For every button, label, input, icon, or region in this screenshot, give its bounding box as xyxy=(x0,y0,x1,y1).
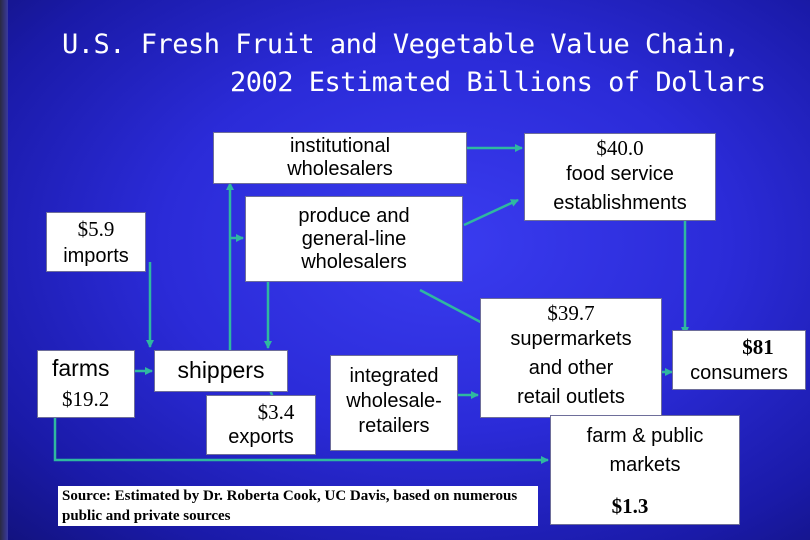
title-line-1: U.S. Fresh Fruit and Vegetable Value Chain, xyxy=(62,29,740,60)
produce-label: produce and general-line wholesalers xyxy=(298,205,410,273)
food-service-label: food service establishments xyxy=(553,163,687,214)
node-supermarkets xyxy=(480,298,662,418)
shippers-label: shippers xyxy=(177,357,265,383)
supermarkets-value: $39.7 xyxy=(547,301,595,325)
title-line-2: 2002 Estimated Billions of Dollars xyxy=(230,67,766,98)
exports-value: $3.4 xyxy=(257,400,295,424)
farm-public-label: farm & public markets xyxy=(586,425,704,476)
node-imports xyxy=(46,212,146,272)
node-produce-wholesalers xyxy=(245,196,463,282)
consumers-label: consumers xyxy=(690,362,788,384)
supermarkets-label: supermarkets and other retail outlets xyxy=(510,328,632,408)
imports-value: $5.9 xyxy=(77,217,115,241)
node-food-service xyxy=(524,133,716,221)
farms-value: $19.2 xyxy=(62,387,110,411)
source-note: Source: Estimated by Dr. Roberta Cook, UC Davis, based on numerous public and private sources xyxy=(58,486,538,526)
institutional-label: institutional wholesalers xyxy=(287,135,393,180)
consumers-value: $81 xyxy=(742,335,774,359)
food-service-value: $40.0 xyxy=(596,136,644,160)
arrow-produce-supermarkets xyxy=(420,290,488,326)
node-consumers xyxy=(672,330,806,390)
integrated-label: integrated wholesale- retailers xyxy=(346,365,442,437)
node-institutional-wholesalers xyxy=(213,132,467,184)
imports-label: imports xyxy=(63,245,129,267)
node-shippers xyxy=(154,350,288,392)
node-farms xyxy=(37,350,135,418)
arrow-produce-foodservice xyxy=(464,200,518,225)
exports-label: exports xyxy=(228,426,294,448)
node-integrated-wholesale-retailers xyxy=(330,355,458,451)
node-farm-public-markets xyxy=(550,415,740,525)
farm-public-value: $1.3 xyxy=(611,494,649,518)
farms-label: farms xyxy=(52,355,110,381)
node-exports xyxy=(206,395,316,455)
